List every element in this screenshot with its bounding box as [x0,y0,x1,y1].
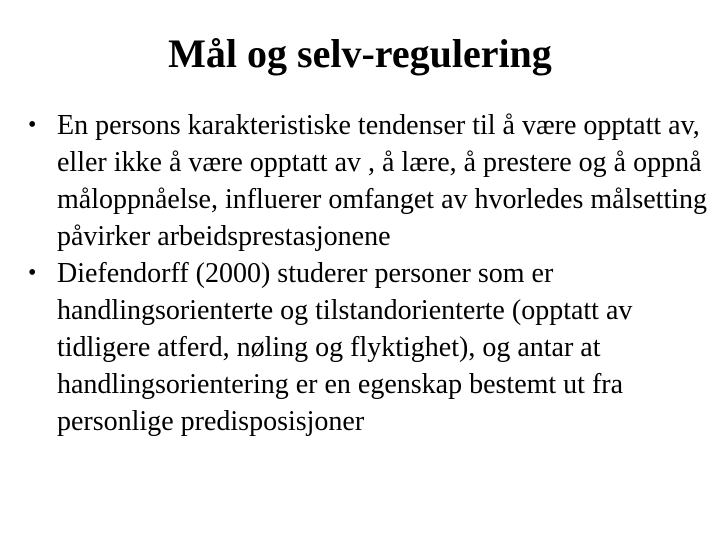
bullet-text: En persons karakteristiske tendenser til å være opptatt av, eller ikke å være opptatt av , å lære, å prestere og å oppnå måloppnåelse, influerer omfanget av hvorledes målsetting påvirker arbeidsprestasjonene [57,110,708,252]
bullet-text: Diefendorff (2000) studerer personer som er handlingsorienterte og tilstandorienterte (opptatt av tidligere atferd, nøling og flyktighet), og antar at handlingsorientering er en egenskap bestemt ut fra personlige predisposisjoner [57,258,633,437]
bullet-item [0,107,720,255]
bullet-list [0,107,720,440]
slide-title: Mål og selv-regulering [168,31,552,76]
bullet-marker: • [28,260,37,286]
bullet-item [0,255,720,440]
bullet-marker: • [28,112,37,138]
